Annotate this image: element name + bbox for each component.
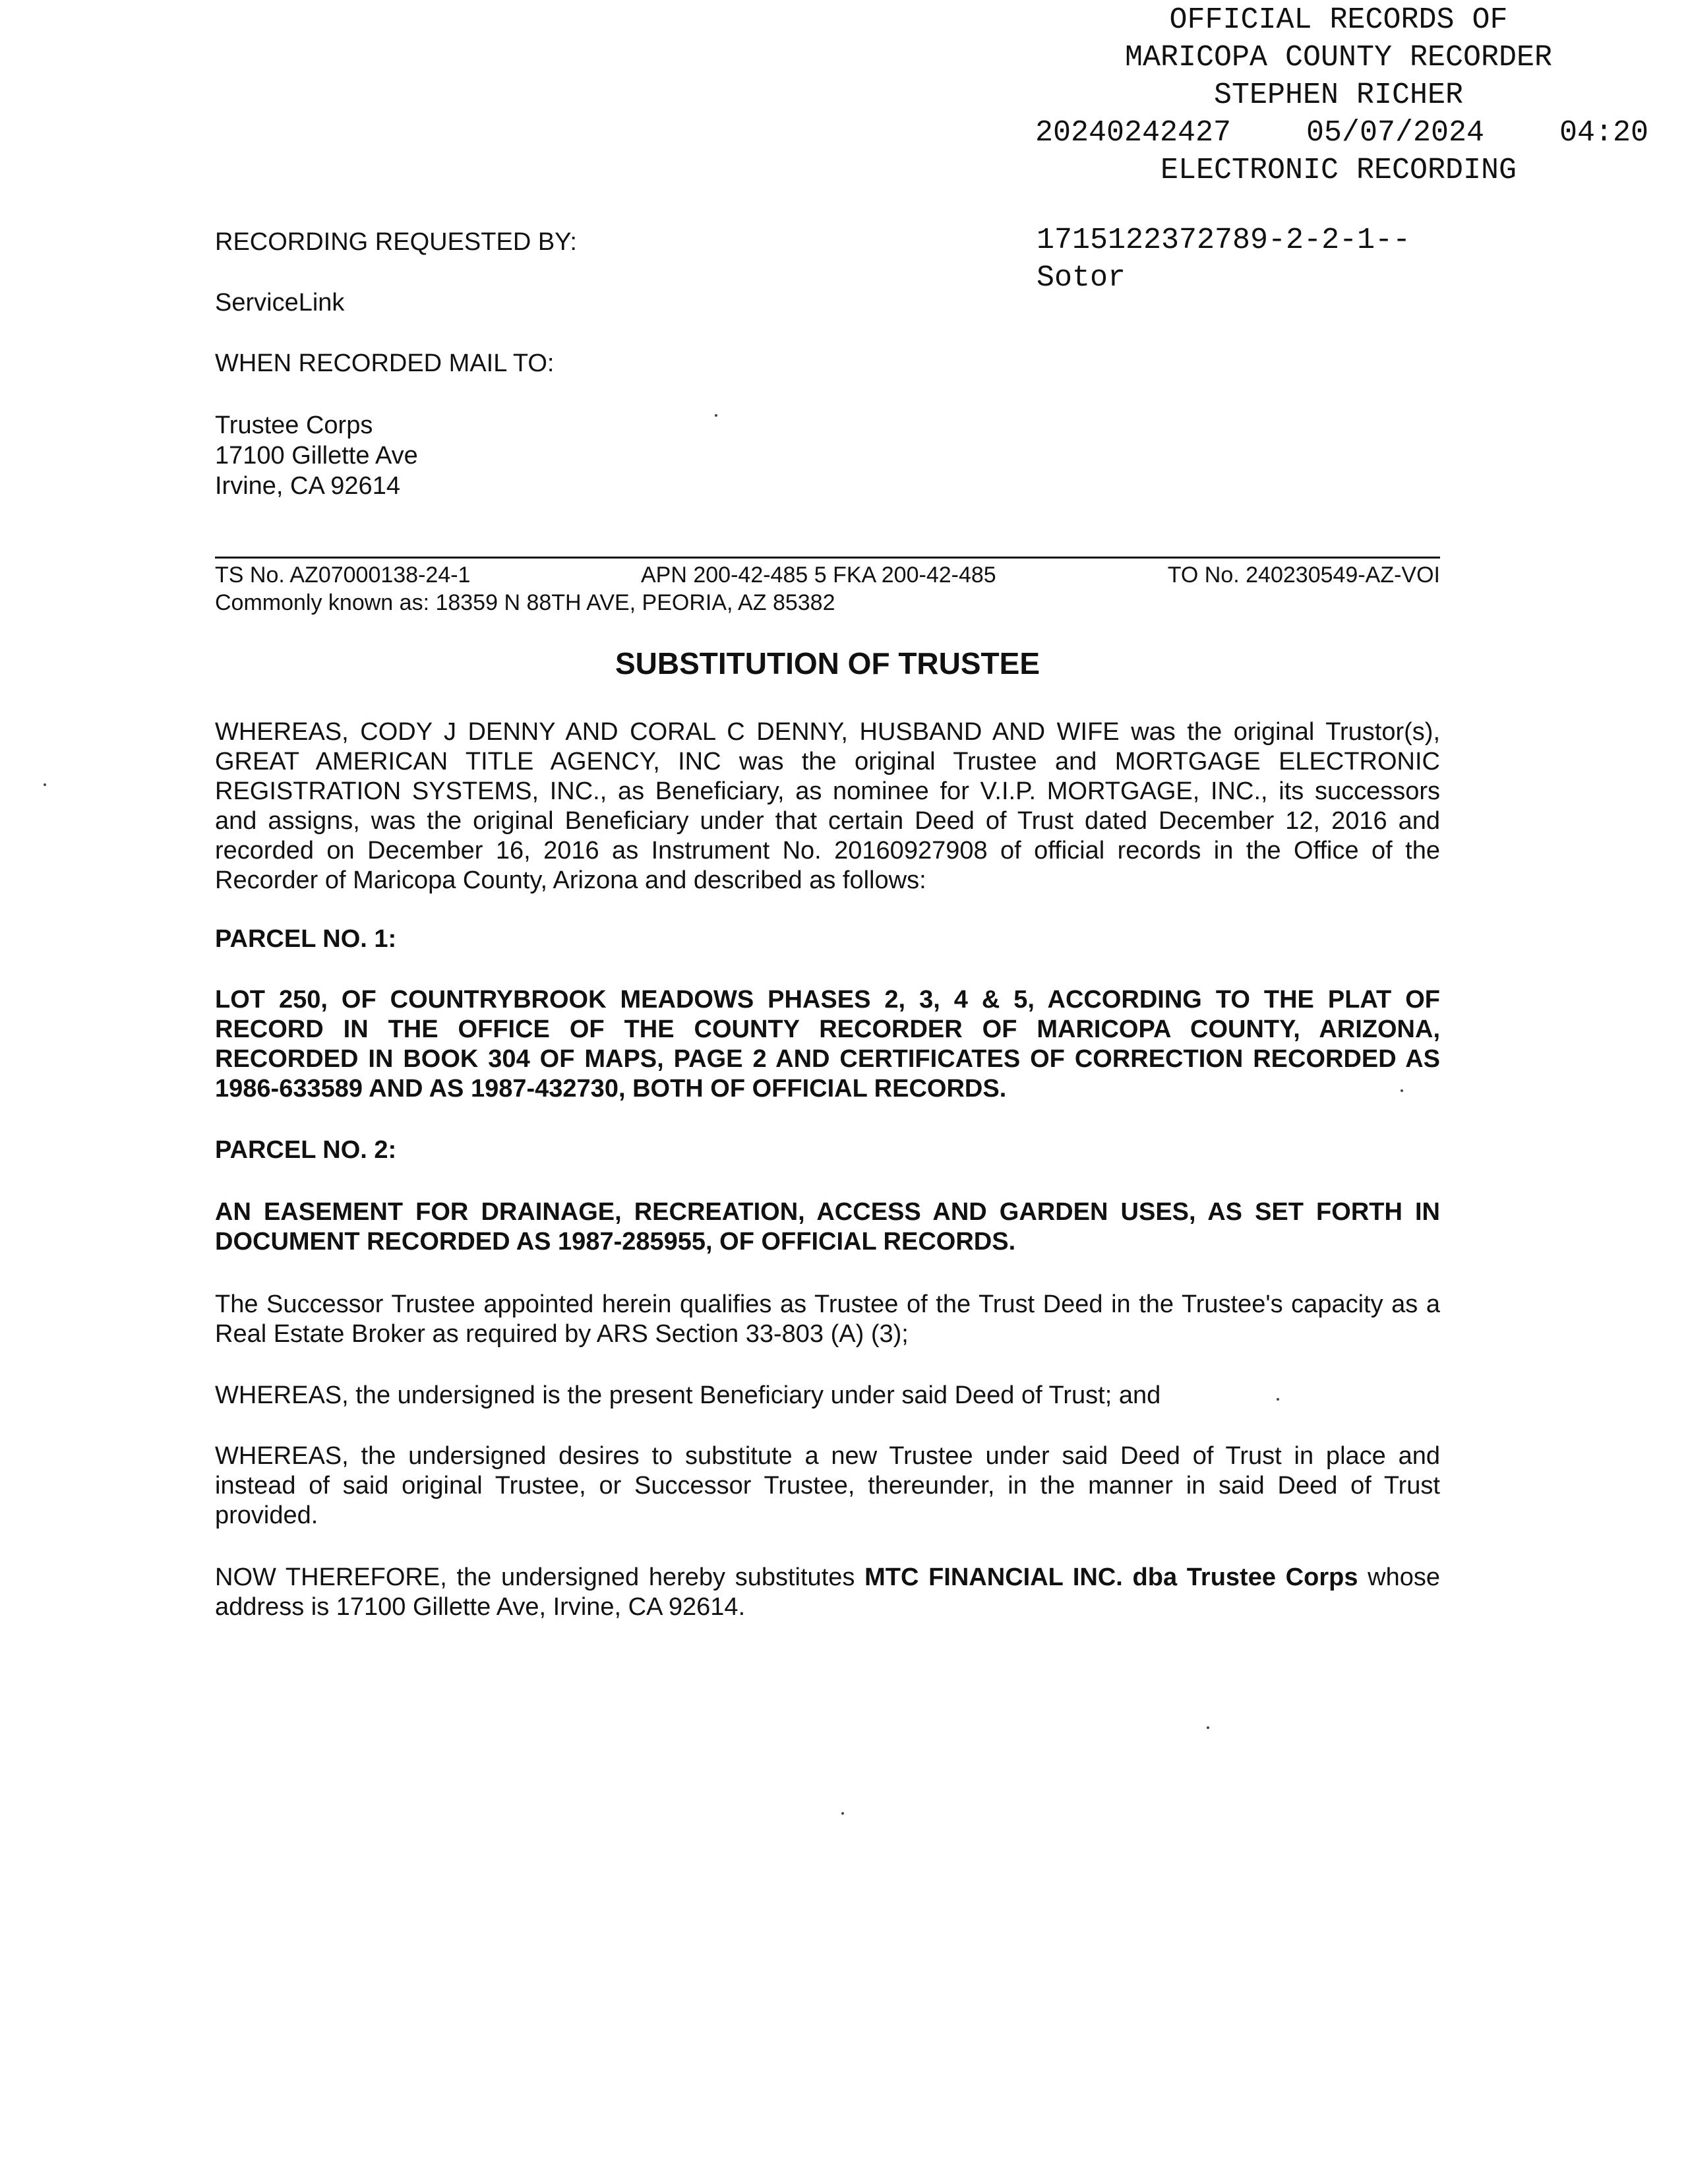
new-trustee-name: MTC FINANCIAL INC. dba Trustee Corps: [864, 1563, 1358, 1591]
scan-speck: [1207, 1726, 1209, 1729]
to-number: TO No. 240230549-AZ-VOI: [1167, 562, 1440, 588]
scan-speck: [44, 783, 46, 786]
recorder-stamp: [1029, 1, 1648, 189]
parcel-1-label: PARCEL NO. 1:: [215, 925, 397, 953]
successor-trustee-qualification: The Successor Trustee appointed herein qualifies as Trustee of the Trust Deed in the Trustee's capacity as a Real Estate Broker as required by ARS Section 33-803 (A) (3);: [215, 1290, 1440, 1348]
stamp-time: 04:20: [1559, 116, 1648, 150]
mail-to-label: WHEN RECORDED MAIL TO:: [215, 349, 555, 377]
parcel-2-label: PARCEL NO. 2:: [215, 1136, 397, 1164]
scan-speck: [1277, 1398, 1279, 1401]
stamp-recording-method: ELECTRONIC RECORDING: [1160, 154, 1517, 187]
document-title: SUBSTITUTION OF TRUSTEE: [615, 646, 1040, 681]
property-address: Commonly known as: 18359 N 88TH AVE, PEORIA, AZ 85382: [215, 590, 835, 615]
document-id-name: Sotor: [1037, 261, 1126, 295]
whereas-present-beneficiary: WHEREAS, the undersigned is the present Beneficiary under said Deed of Trust; and: [215, 1381, 1161, 1409]
stamp-line-official-records: OFFICIAL RECORDS OF: [1169, 3, 1508, 37]
stamp-date: 05/07/2024: [1306, 116, 1485, 150]
scan-speck: [841, 1812, 844, 1815]
document-id-stamp: [1037, 222, 1410, 297]
stamp-line-county-recorder: MARICOPA COUNTY RECORDER: [1124, 41, 1553, 75]
stamp-instrument-row: [1029, 114, 1648, 152]
mail-to-address: [215, 410, 418, 501]
whereas-original-parties: WHEREAS, CODY J DENNY AND CORAL C DENNY, HUSBAND AND WIFE was the original Trustor(s), GREAT AMERICAN TITLE AGENCY, INC was the original Trustee and MORTGAGE ELECTRONIC REGISTRATION SYSTEMS, INC., as Beneficiary, as nominee for V.I.P. MORTGAGE, INC., its successors and assigns, was the original Beneficiary under that certain Deed of Trust dated December 12, 2016 and recorded on December 16, 2016 as Instrument No. 20160927908 of official records in the Office of the Recorder of Maricopa County, Arizona and described as follows:: [215, 718, 1440, 894]
scan-speck: [715, 414, 717, 417]
recording-requested-by: ServiceLink: [215, 289, 345, 317]
parcel-2-description: AN EASEMENT FOR DRAINAGE, RECREATION, ACCESS AND GARDEN USES, AS SET FORTH IN DOCUMENT RECORDED AS 1987-285955, OF OFFICIAL RECORDS.: [215, 1198, 1440, 1256]
header-divider: [215, 557, 1440, 559]
stamp-instrument-number: 20240242427: [1035, 116, 1232, 150]
document-id-code: 1715122372789-2-2-1--: [1037, 224, 1411, 257]
now-therefore-prefix: NOW THEREFORE, the undersigned hereby substitutes: [215, 1563, 865, 1591]
recording-requested-by-label: RECORDING REQUESTED BY:: [215, 228, 577, 256]
now-therefore-suffix: whose address is 17100 Gillette Ave, Irvine, CA 92614.: [215, 1563, 1441, 1621]
mail-to-city: Irvine, CA 92614: [215, 472, 400, 500]
ts-number: TS No. AZ07000138-24-1: [215, 562, 471, 588]
scan-speck: [1401, 1089, 1403, 1092]
mail-to-street: 17100 Gillette Ave: [215, 442, 418, 470]
stamp-line-recorder-name: STEPHEN RICHER: [1213, 78, 1464, 112]
mail-to-name: Trustee Corps: [215, 411, 373, 439]
apn-number: APN 200-42-485 5 FKA 200-42-485: [641, 562, 996, 588]
whereas-substitute-trustee: WHEREAS, the undersigned desires to substitute a new Trustee under said Deed of Trust in place and instead of said original Trustee, or Successor Trustee, thereunder, in the manner in said Deed of Trust provided.: [215, 1442, 1440, 1529]
now-therefore-substitution: [215, 1563, 1440, 1622]
parcel-1-description: LOT 250, OF COUNTRYBROOK MEADOWS PHASES 2, 3, 4 & 5, ACCORDING TO THE PLAT OF RECORD IN THE OFFICE OF THE COUNTY RECORDER OF MARICOPA COUNTY, ARIZONA, RECORDED IN BOOK 304 OF MAPS, PAGE 2 AND CERTIFICATES OF CORRECTION RECORDED AS 1986-633589 AND AS 1987-432730, BOTH OF OFFICIAL RECORDS.: [215, 986, 1440, 1103]
